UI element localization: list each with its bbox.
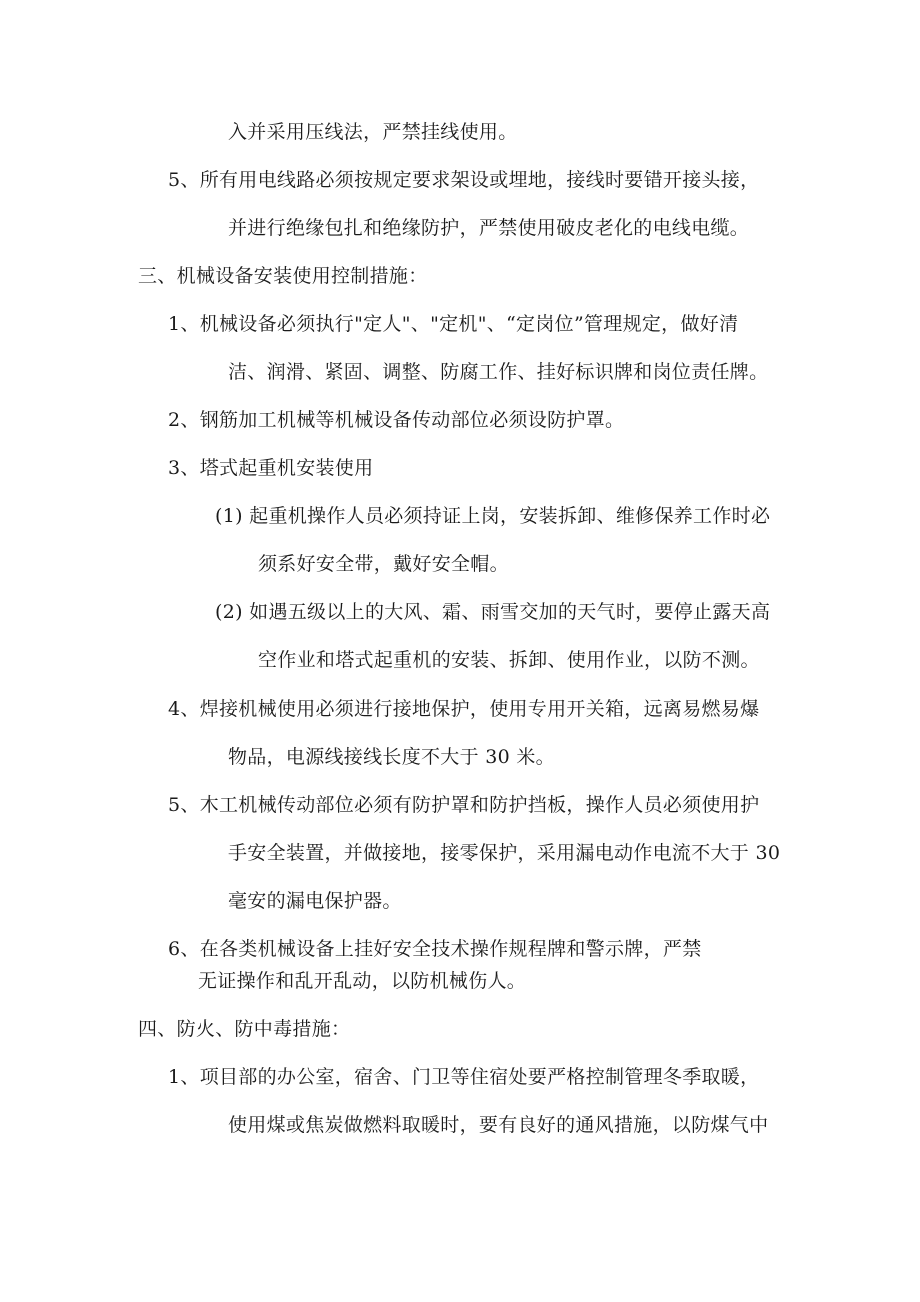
text-line: 5、木工机械传动部位必须有防护罩和防护挡板，操作人员必须使用护 (168, 794, 760, 816)
text-line: 使用煤或焦炭做燃料取暖时，要有良好的通风措施，以防煤气中 (228, 1114, 769, 1136)
text-line: 2、钢筋加工机械等机械设备传动部位必须设防护罩。 (168, 409, 625, 431)
text-line: 毫安的漏电保护器。 (228, 890, 402, 912)
text-line: 手安全装置，并做接地，接零保护，采用漏电动作电流不大于 30 (228, 842, 781, 864)
text-line: 1、机械设备必须执行"定人"、"定机"、“定岗位”管理规定，做好清 (168, 313, 739, 335)
text-line: (1) 起重机操作人员必须持证上岗，安装拆卸、维修保养工作时必 (215, 505, 771, 527)
text-line: 1、项目部的办公室，宿舍、门卫等住宿处要严格控制管理冬季取暖， (168, 1066, 760, 1088)
text-line: 物品，电源线接线长度不大于 30 米。 (228, 746, 555, 768)
text-line: 入并采用压线法，严禁挂线使用。 (228, 121, 518, 143)
section-heading: 三、机械设备安装使用控制措施： (138, 265, 428, 287)
text-line: 空作业和塔式起重机的安装、拆卸、使用作业，以防不测。 (258, 649, 760, 671)
section-heading: 四、防火、防中毒措施： (138, 1018, 351, 1040)
text-line: 4、焊接机械使用必须进行接地保护，使用专用开关箱，远离易燃易爆 (168, 698, 760, 720)
text-line: 3、塔式起重机安装使用 (168, 457, 374, 479)
text-line: (2) 如遇五级以上的大风、霜、雨雪交加的天气时，要停止露天高 (215, 601, 771, 623)
text-line: 洁、润滑、紧固、调整、防腐工作、挂好标识牌和岗位责任牌。 (228, 361, 769, 383)
text-line: 并进行绝缘包扎和绝缘防护，严禁使用破皮老化的电线电缆。 (228, 217, 750, 239)
text-line: 6、在各类机械设备上挂好安全技术操作规程牌和警示牌，严禁 (168, 938, 702, 960)
text-line: 5、所有用电线路必须按规定要求架设或埋地，接线时要错开接头接， (168, 169, 760, 191)
text-line: 须系好安全带，戴好安全帽。 (258, 553, 509, 575)
text-line: 无证操作和乱开乱动，以防机械伤人。 (198, 970, 527, 992)
